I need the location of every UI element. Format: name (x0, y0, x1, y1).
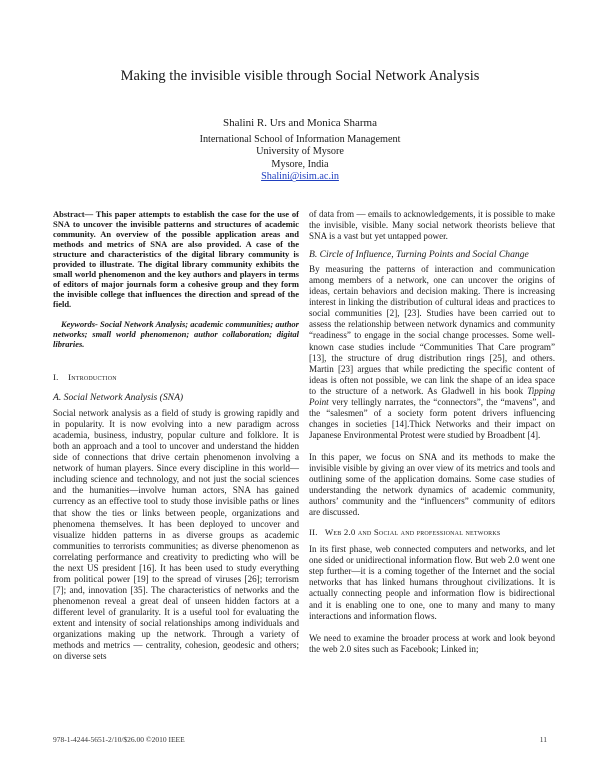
abstract: Abstract— This paper attempts to establish the case for the use of SNA to uncover the invisible patterns and structures of academic community. An overview of the possible application areas and methods and metrics of SNA are also provided. A case of the structure and characteristics of the digital library community is provided to illustrate. The digital library community exhibits the small world phenomenon and the key authors and players in terms of editors of major journals form a cohesive group and they form the invisible college that influences the direction and spread of the field. (53, 209, 299, 309)
section-numeral: I. (53, 372, 59, 382)
left-column (53, 209, 299, 662)
subsection-heading-influence: B. Circle of Influence, Turning Points and Social Change (309, 249, 529, 261)
footer-isbn: 978-1-4244-5651-2/10/$26.00 ©2010 IEEE (53, 735, 185, 744)
web2-paragraph-1: In its first phase, web connected computers and networks, and let one sided or unidirectional information flow. But web 2.0 went one step further—it is a coming together of the Internet and the social networks that has linked humans throughout civilizations. It is actually connecting people and information flow is bidirectional and it is enabling one to one, one to many and many to many interactions and information flows. (309, 544, 555, 621)
right-column (309, 209, 555, 655)
keywords: Keywords- Social Network Analysis; academic communities; author networks; small world phenomenon; author collaboration; digital libraries. (53, 319, 299, 349)
web2-paragraph-2: We need to examine the broader process at work and look beyond the web 2.0 sites such as Facebook; Linked in; (309, 632, 555, 654)
book-title: Tipping Point (309, 385, 555, 407)
continuation-paragraph: of data from — emails to acknowledgements, it is possible to make the invisible, visible. Many social network theorists believe that SNA is a vast but yet untapped power. (309, 209, 555, 242)
university: University of Mysore (256, 146, 344, 158)
section-heading-web2 (309, 527, 555, 538)
intro-paragraph: Social network analysis as a field of study is growing rapidly and in popularity. It is now evolving into a new paradigm across academia, business, industry, popular culture and folklore. It is both an approach and a tool to uncover and understand the hidden side of connections that drive certain phenomenon involving a network of human players. Since every discipline in this world—including science and technology, and not just the social sciences and the humanities—involve human actors, SNA has gained currency as an effective tool to study those invisible paths or lines that show the ties or links between people, organizations and phenomena themselves. It has been deployed to uncover and visualize hidden patterns in as diverse groups as academic communities to terrorists communities; as diverse phenomenon as correlating performance and creativity to predicting who will be the next US president [16]. It has been used to study everything from political power [19] to the spread of viruses [26]; terrorism [7]; and, innovation [35]. The characteristics of networks and the phenomenon reveal a great deal of unseen hidden factors at a different level of granularity. It is a useful tool for evaluating the extent and intensity of social relationships among individuals and organizations making up the network. Through a variety of methods and metrics — centrality, cohesion, geodesic and others; on diverse sets (53, 408, 299, 662)
influence-text-2: very tellingly narrates, the “connectors”, the “mavens”, and the “salesmen” of a society form potent drivers influencing changes in societies [14].Thick Networks and their impact on Japanese Environmental Protest were studied by Broadbent [4]. (309, 396, 555, 440)
influence-paragraph (309, 264, 555, 441)
author-names: Shalini R. Urs and Monica Sharma (223, 117, 377, 129)
paper-title: Making the invisible visible through Social Network Analysis (120, 68, 480, 84)
paper-focus-paragraph: In this paper, we focus on SNA and its methods to make the invisible visible by giving an over view of its metrics and tools and outlining some of the application domains. Some case studies of understanding the network dynamics of academic community, authors’ community and the “influencers” community of editors are discussed. (309, 451, 555, 518)
affiliation: International School of Information Management (199, 133, 401, 145)
section-numeral: II. (309, 527, 318, 538)
author-email-link[interactable]: Shalini@isim.ac.in (261, 171, 339, 183)
section-title: Web 2.0 and Social and professional networks (324, 527, 501, 538)
footer-page-number: 11 (539, 735, 547, 744)
section-heading-introduction (53, 372, 299, 383)
subsection-heading-sna: A. Social Network Analysis (SNA) (53, 392, 184, 404)
influence-text-1: By measuring the patterns of interaction and communication among members of a network, one can uncover the origins of ideas, certain behaviors and decision making. There is increasing interest in linking the distribution of cultural ideas and practices to social communities [2], [23]. Studies have been carried out to assess the relationship between network dynamics and community “readiness” to engage in the social change processes. Some well-known case studies include “Communities That Care program” [13], the structure of drug distribution rings [25], and others. Martin [23] argues that while predicting the specific content of ideas is often not possible, we can link the shape of an idea space to the structure of a network. As Gladwell in his book (309, 264, 555, 396)
section-title: Introduction (68, 372, 117, 382)
author-block (0, 117, 600, 184)
location: Mysore, India (271, 158, 329, 170)
